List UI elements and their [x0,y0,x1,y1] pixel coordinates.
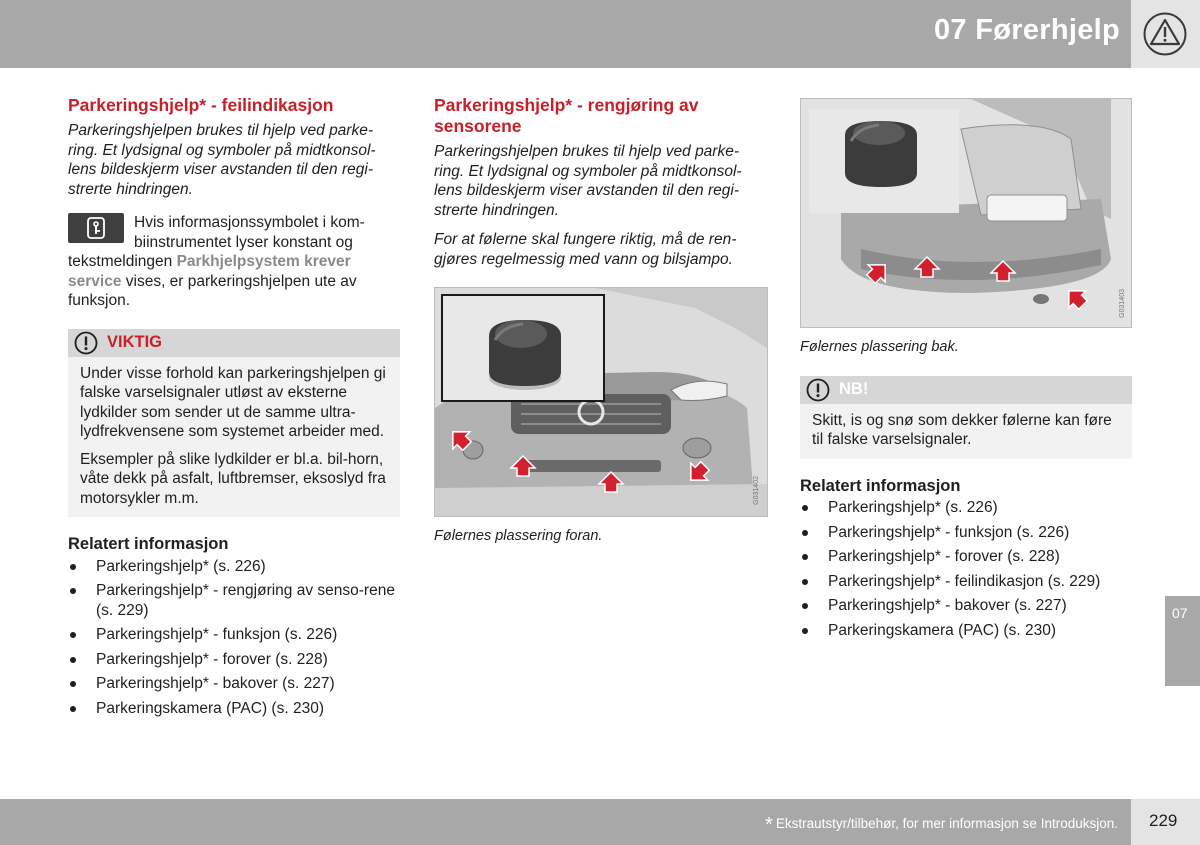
key-card-icon-box [68,213,124,243]
notice-paragraph: Under visse forhold kan parkeringshjelpen gi falske varselsignaler utløst av eksterne lydkilder som sender ut de samme ultra-lydfrekvensene som systemet arbeider med. [80,364,386,440]
right-column [800,98,1132,645]
info-text-pre: Hvis informasjonssymbolet i kom-biinstrumentet lyser konstant og tekstmeldingen [68,214,365,270]
parking-sensor-image [809,109,959,213]
related-link[interactable]: Parkeringshjelp* - feilindikasjon (s. 229) [800,572,1132,592]
related-list [68,557,400,719]
related-link[interactable]: Parkeringshjelp* - rengjøring av senso-rene (s. 229) [68,581,400,620]
sensor-closeup-inset [441,294,605,402]
notice-body [68,357,400,518]
chapter-title: 07 Førerhjelp [933,14,1120,46]
related-link[interactable]: Parkeringshjelp* - funksjon (s. 226) [800,523,1132,543]
info-block [68,213,400,311]
section-title-fault-indication: Parkeringshjelp* - feilindikasjon [68,95,334,115]
page-number-box [1131,799,1200,845]
left-column [68,95,400,723]
sensor-closeup-inset [809,109,959,213]
warning-tab [1131,0,1200,68]
footnote [765,814,1118,837]
related-link[interactable]: Parkeringshjelp* - funksjon (s. 226) [68,625,400,645]
notice-label: VIKTIG [107,332,163,351]
related-info-title: Relatert informasjon [800,476,961,495]
footnote-star: * [765,814,773,836]
page-number: 229 [1149,811,1178,830]
note-notice [800,376,1132,459]
middle-column [434,95,768,547]
related-link[interactable]: Parkeringshjelp* - bakover (s. 227) [68,674,400,694]
related-link[interactable]: Parkeringskamera (PAC) (s. 230) [68,699,400,719]
warning-triangle-icon [1143,12,1187,56]
notice-body [800,404,1132,459]
key-card-icon [86,217,106,239]
important-notice [68,329,400,518]
section-title-cleaning: Parkeringshjelp* - rengjøring av sensorene [434,95,699,136]
figure-caption: Følernes plassering bak. [800,339,959,355]
intro-text: Parkeringshjelpen brukes til hjelp ved parke-ring. Et lydsignal og symboler på midtkonsol-lens bildeskjerm viser avstanden til den regi-strerte hindringen. [434,143,742,219]
related-link[interactable]: Parkeringshjelp* - bakover (s. 227) [800,596,1132,616]
chapter-side-tab[interactable] [1165,596,1200,686]
intro-text: Parkeringshjelpen brukes til hjelp ved parke-ring. Et lydsignal og symboler på midtkonsol-lens bildeskjerm viser avstanden til den regi-strerte hindringen. [68,122,376,198]
related-list [800,498,1132,640]
related-info-title: Relatert informasjon [68,535,229,553]
notice-paragraph: Skitt, is og snø som dekker følerne kan føre til falske varselsignaler. [812,411,1112,448]
front-sensor-figure [434,287,768,517]
related-link[interactable]: Parkeringshjelp* (s. 226) [800,498,1132,518]
parking-sensor-image [443,296,603,400]
notice-label: NB! [839,379,869,398]
figure-code: G031402 [753,476,760,505]
exclamation-circle-icon [74,331,98,355]
rear-sensor-figure [800,98,1132,328]
figure-code: G031403 [1119,289,1126,318]
notice-paragraph: Eksempler på slike lydkilder er bl.a. bil-horn, våte dekk på asfalt, luftbremser, eksoslyd fra motorsykler m.m. [80,450,386,507]
notice-header [68,329,400,357]
related-link[interactable]: Parkeringshjelp* - forover (s. 228) [800,547,1132,567]
related-link[interactable]: Parkeringshjelp* - forover (s. 228) [68,650,400,670]
figure-caption: Følernes plassering foran. [434,528,603,544]
cleaning-instruction: For at følerne skal fungere riktig, må de ren-gjøres regelmessig med vann og bilsjampo. [434,231,737,268]
exclamation-circle-icon [806,378,830,402]
service-message-highlight: Parkhjelpsystem krever service [68,253,351,290]
related-link[interactable]: Parkeringshjelp* (s. 226) [68,557,400,577]
notice-header [800,376,1132,404]
footnote-text: Ekstrautstyr/tilbehør, for mer informasjon se Introduksjon. [775,816,1118,831]
info-text-post: vises, er parkeringshjelpen ute av funksjon. [68,272,357,309]
related-link[interactable]: Parkeringskamera (PAC) (s. 230) [800,621,1132,641]
side-tab-label: 07 [1172,605,1188,621]
